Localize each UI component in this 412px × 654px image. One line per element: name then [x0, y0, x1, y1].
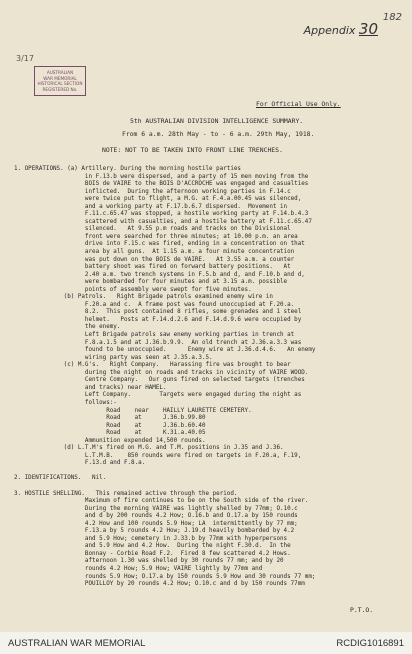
- body-line: follows:-: [14, 399, 117, 406]
- body-line: F.11.c.65.47 was stopped, a hostile working party at F.14.b.4.3: [14, 211, 309, 218]
- body-line: front were searched for three minutes; at 10.00 p.m. an area: [14, 233, 298, 240]
- margin-number: 3/17: [16, 54, 34, 63]
- body-line: during the night on roads and tracks in vicinity of VAIRE WOOD.: [14, 369, 309, 376]
- body-line: Road at J.36.b.60.40: [14, 422, 206, 429]
- stamp-line: AUSTRALIAN: [46, 70, 74, 75]
- body-line: and d by 200 rounds 4.2 How; O.16.b and O.17.a by 150 rounds: [14, 513, 298, 520]
- body-line: silenced. At 9.55 p.m roads and tracks on the Divisional: [14, 226, 291, 233]
- body-line: (c) M.G's. Right Company. Harassing fire was brought to bear: [14, 362, 291, 369]
- body-line: were bombarded for four minutes and at 3.15 a.m. possible: [14, 279, 288, 286]
- appendix-number: 30: [358, 20, 378, 38]
- body-line: Road at K.31.a.40.05: [14, 430, 206, 437]
- body-line: were twice put to flight, a M.G. at F.4.a.00.45 was silenced,: [14, 196, 302, 203]
- body-line: the enemy.: [14, 324, 121, 331]
- body-line: 3. HOSTILE SHELLING. This remained active through the period.: [14, 490, 238, 497]
- body-line: POUILLOY by 20 rounds 4.2 How; O.10.c and d by 150 rounds 77mm: [14, 581, 305, 588]
- archive-footer: [0, 632, 412, 654]
- body-line: 2.40 a.m. two trench systems in F.5.b and d, and F.10.b and d,: [14, 271, 305, 278]
- summary-body: [14, 166, 386, 589]
- body-line: 4.2 How and 100 rounds 5.9 How; LA intermittently by 77 mm;: [14, 520, 298, 527]
- body-line: F.20.a and c. A frame post was found unoccupied at F.20.a.: [14, 301, 295, 308]
- body-line: and 5.9 How; cemetery in J.33.b by 77mm with hyperpersons: [14, 535, 288, 542]
- body-line: and a working party at F.17.b.6.7 dispersed. Movement in: [14, 203, 288, 210]
- body-line: 8.2. This post contained 8 rifles, some grenades and 1 steel: [14, 309, 302, 316]
- body-line: 1. OPERATIONS. (a) Artillery. During the morning hostile parties: [14, 166, 241, 172]
- body-line: area by all guns. At 1.15 a.m. a four minute concentration: [14, 249, 295, 256]
- body-line: F.13.d and F.8.a.: [14, 460, 146, 467]
- body-line: in F.13.b were dispersed, and a party of 15 men moving from the: [14, 173, 309, 180]
- body-line: afternoon 1.30 was shelled by 30 rounds 77 mm; and by 20: [14, 558, 284, 565]
- body-line: rounds 5.9 How; O.17.a by 150 rounds 5.9 How and 30 rounds 77 mm;: [14, 573, 316, 580]
- document-period: From 6 a.m. 28th May - to - 6 a.m. 29th May, 1918.: [122, 130, 315, 138]
- body-line: Centre Company. Our guns fired on selected targets (trenches: [14, 377, 305, 384]
- body-line: found to be unoccupied. Enemy wire at J.36.d.4.6. An enemy: [14, 347, 316, 354]
- body-line: scattered with casualties, and a hostile battery at F.11.c.65.47: [14, 218, 312, 225]
- body-line: battery shoot was fired on forward battery positions. At: [14, 264, 291, 271]
- body-line: [14, 483, 386, 491]
- body-line: [14, 468, 386, 476]
- archive-id: RCDIG1016891: [336, 638, 404, 649]
- body-line: Left Company. Targets were engaged during the night as: [14, 392, 302, 399]
- body-line: 2. IDENTIFICATIONS. Nil.: [14, 475, 107, 482]
- body-line: Maximum of fire continues to be on the South side of the river.: [14, 498, 309, 505]
- appendix-label: [304, 20, 378, 38]
- body-line: Bonnay - Corbie Road F.2. Fired 8 few scattered 4.2 Hows.: [14, 550, 291, 557]
- body-line: F.13.a by 5 rounds 4.2 How; J.19.d heavily bombarded by 4.2: [14, 528, 295, 535]
- body-line: drive into F.15.c was fired, ending in a concentration on that: [14, 241, 305, 248]
- stamp-line: WAR MEMORIAL: [43, 75, 77, 81]
- official-use-heading: For Official Use Only.: [256, 100, 341, 108]
- document-title: 5th AUSTRALIAN DIVISION INTELLIGENCE SUMMARY.: [130, 117, 304, 125]
- body-line: Ammunition expended 14,500 rounds.: [14, 437, 206, 444]
- body-line: BOIS de VAIRE to the BOIS D'ACCROCHE was engaged and casualties: [14, 181, 309, 188]
- body-line: During the morning VAIRE was lightly shelled by 77mm; O.10.c: [14, 505, 298, 512]
- body-line: wiring party was seen at J.35.a.3.5.: [14, 354, 213, 361]
- appendix-label-text: Appendix: [303, 24, 356, 37]
- body-line: (b) Patrols. Right Brigade patrols examined enemy wire in: [14, 294, 273, 301]
- body-line: points of assembly were swept for five minutes.: [14, 286, 252, 293]
- stamp-line: HISTORICAL SECTION: [37, 81, 83, 86]
- body-line: L.T.M.B. 850 rounds were fired on targets in F.20.a, F.19,: [14, 452, 302, 459]
- body-line: (d) L.T.M's fired on M.G. and T.M. positions in J.35 and J.36.: [14, 445, 284, 452]
- body-line: Road at J.36.b.99.80: [14, 415, 206, 422]
- document-note: NOTE: NOT TO BE TAKEN INTO FRONT LINE TRENCHES.: [102, 146, 283, 154]
- body-line: F.8.a.1.5 and at J.36.b.9.9. An old trench at J.36.a.3.3 was: [14, 339, 302, 346]
- pto-marker: P.T.O.: [350, 606, 374, 614]
- body-line: inflicted. During the afternoon working parties in F.14.c: [14, 188, 291, 195]
- body-line: Road near HAILLY LAURETTE CEMETERY.: [14, 407, 252, 414]
- body-line: and tracks) near HAMEL.: [14, 384, 167, 391]
- body-line: Left Brigade patrols saw enemy working parties in trench at: [14, 332, 295, 339]
- body-line: rounds 4.2 How; 5.9 How; VAIRE lightly by 77mm and: [14, 565, 263, 572]
- body-line: helmet. Posts at F.14.d.2.6 and F.14.d.9.6 were occupied by: [14, 316, 302, 323]
- stamp-line: REGISTERED No.: [42, 86, 78, 92]
- body-line: and 5.9 How and 4.2 How. During the night F.30.d. In the: [14, 543, 291, 550]
- archive-name: AUSTRALIAN WAR MEMORIAL: [8, 638, 146, 649]
- registry-stamp: [34, 66, 86, 96]
- page-number-handwritten: 182: [382, 12, 402, 23]
- body-line: was put down on the BOIS de VAIRE. At 3.55 a.m. a counter: [14, 256, 295, 263]
